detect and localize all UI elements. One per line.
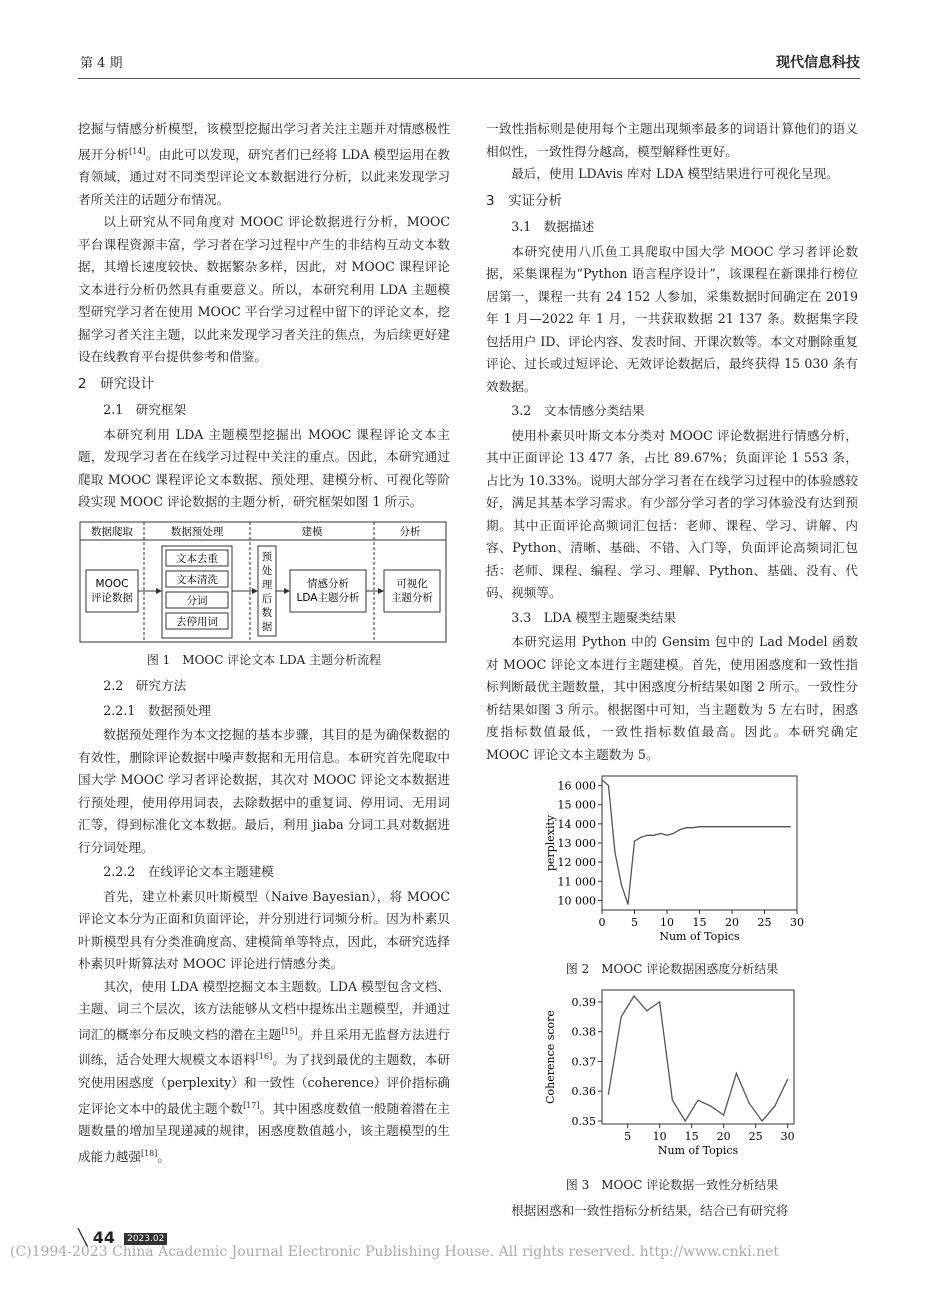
flow-viz-line1: 可视化 <box>396 577 428 590</box>
data-point <box>736 1073 737 1074</box>
subsection-heading: 3.3 LDA 模型主题聚类结果 <box>511 609 677 625</box>
x-tick-label: 30 <box>780 1130 795 1143</box>
flow-mooc-line1: MOOC <box>95 577 129 590</box>
svg-text:后: 后 <box>261 592 273 605</box>
data-point <box>757 826 758 827</box>
data-point <box>633 995 634 996</box>
data-point <box>601 779 602 780</box>
subsection-heading: 2.2 研究方法 <box>103 678 187 694</box>
svg-text:处: 处 <box>261 564 273 577</box>
y-axis-label: perplexity <box>544 814 557 872</box>
data-point <box>621 885 622 886</box>
paragraph: 根据困惑和一致性指标分析结果，结合已有研究将 <box>511 1203 789 1218</box>
header-issue: 第 4 期 <box>80 56 123 71</box>
flow-step: 文本去重 <box>176 552 218 565</box>
data-point <box>774 1106 775 1107</box>
paragraph: 本研究运用 Python 中的 Gensim 包中的 Lad Model 函数对 MOOC 评论文本进行主题建模。首先，使用困惑度和一致性指标判断最优主题数量，其中困惑度分析结果如图 2 所示。一致性分析结果如图 3 所示。根据图中可知，当主题数为 5 左右时，困惑度指标数值最低，一致性指标数值最高。因此。本研究确定 MOOC 评论文本主题数为 5。 <box>486 634 858 762</box>
subsection-heading: 3.1 数据描述 <box>511 219 595 234</box>
x-tick-label: 25 <box>748 1130 763 1143</box>
svg-text:数: 数 <box>261 606 273 619</box>
flow-mooc-line2: 评论数据 <box>91 591 133 604</box>
data-point <box>790 826 791 827</box>
data-point <box>749 1103 750 1104</box>
y-axis-label: Coherence score <box>544 1010 557 1104</box>
paragraph: 数据预处理作为本文挖掘的基本步骤，其目的是为确保数据的有效性，删除评论数据中噪声数据和无用信息。本研究首先爬取中国大学 MOOC 学习者评论数据，其次对 MOOC 评论文本数据进行预处理，使用停用词表，去除数据中的重复词、停用词、无用词汇等，得到标准化文本数据。最后，利用 jiaba 分词工具对数据进行分词处理。 <box>78 727 450 855</box>
data-point <box>710 1106 711 1107</box>
data-point <box>679 829 680 830</box>
data-point <box>692 827 693 828</box>
series-line <box>608 996 787 1121</box>
flow-viz-line2: 主题分析 <box>391 591 433 604</box>
data-point <box>627 904 628 905</box>
y-tick-label: 11 000 <box>557 875 596 889</box>
header-rule <box>78 78 860 79</box>
svg-text:预: 预 <box>261 550 273 563</box>
data-point <box>697 1100 698 1101</box>
paragraph: 以上研究从不同角度对 MOOC 评论数据进行分析，MOOC 平台课程资源丰富，学习者在学习过程中产生的非结构互动文本数据，其增长速度较快、数据繁杂多样，因此，对 MOOC 课程评论文本进行分析仍然具有重要意义。所以，本研究利用 LDA 主题模型研究学习者在使用 MOOC 平台学习过程中留下的评论文本，挖掘学习者关注主题，以此来发现学习者关注的焦点，为后续更好建设在线教育平台提供参考和借鉴。 <box>78 214 450 365</box>
subsection-heading: 2.2.2 在线评论文本主题建模 <box>103 864 274 880</box>
x-tick-label: 25 <box>757 916 772 929</box>
subsection-heading: 3.2 文本情感分类结果 <box>511 403 645 418</box>
x-tick-label: 15 <box>684 1130 699 1143</box>
flow-model-line2: LDA主题分析 <box>296 591 360 604</box>
y-tick-label: 0.36 <box>571 1085 596 1099</box>
y-tick-label: 14 000 <box>557 817 596 831</box>
section-heading: 3 实证分析 <box>486 192 563 209</box>
data-point <box>787 1079 788 1080</box>
y-tick-label: 0.38 <box>571 1025 596 1039</box>
paragraph: 最后，使用 LDAvis 库对 LDA 模型结果进行可视化呈现。 <box>511 166 839 181</box>
figure-2-caption: 图 2 MOOC 评论数据困惑度分析结果 <box>565 961 779 976</box>
data-point <box>705 826 706 827</box>
flow-step: 去停用词 <box>176 615 218 628</box>
figure-1-flowchart <box>78 520 448 645</box>
data-point <box>712 826 713 827</box>
y-tick-label: 0.39 <box>571 995 596 1009</box>
citation: [15] <box>281 1026 298 1036</box>
data-point <box>614 852 615 853</box>
data-point <box>751 826 752 827</box>
data-point <box>621 1016 622 1017</box>
data-point <box>731 826 732 827</box>
svg-text:据: 据 <box>261 620 273 633</box>
data-point <box>725 826 726 827</box>
figure-2-perplexity-chart <box>486 766 858 954</box>
journal-title: 现代信息科技 <box>776 55 860 71</box>
data-point <box>660 833 661 834</box>
perplexity-chart-svg <box>486 766 858 946</box>
citation: [17] <box>243 1100 260 1110</box>
data-point <box>761 1120 762 1121</box>
x-axis-label: Num of Topics <box>659 930 740 943</box>
flow-header-crawl: 数据爬取 <box>91 525 133 538</box>
data-point <box>608 1094 609 1095</box>
plot-area <box>602 776 797 910</box>
figure-3-caption: 图 3 MOOC 评论数据一致性分析结果 <box>565 1177 779 1192</box>
data-point <box>666 835 667 836</box>
x-tick-label: 5 <box>624 1130 632 1143</box>
left-column <box>78 118 450 1168</box>
data-point <box>718 826 719 827</box>
flow-header-analysis: 分析 <box>399 525 421 538</box>
paragraph: 其次，使用 LDA 模型挖掘文本主题数。LDA 模型包含文档、主题、词三个层次，该方法能够从文档中提炼出主题模型，并通过词汇的概率分布反映文档的潜在主题[15]。并且采用无监督方法进行训练，适合处理大规模文本语料[16]。为了找到最优的主题数，本研究使用困惑度（perplexity）和一致性（coherence）评价指标确定评论文本中的最优主题个数[17]。其中困惑度数值一般随着潜在主题数量的增加呈现递减的规律，困惑度数值越小，该主题模型的生成能力越强[18]。 <box>78 978 451 1164</box>
flow-header-preprocess: 数据预处理 <box>170 525 224 538</box>
paragraph: 使用朴素贝叶斯文本分类对 MOOC 评论数据进行情感分析，其中正面评论 13 477 条，占比 89.67%；负面评论 1 553 条，占比为 10.33%。说明大部分学习者在在线学习过程中的体验感较好，满足其基本学习需求。有少部分学习者的学习体验没有达到预期。其中正面评论高频词汇包括：老师、课程、学习、讲解、内容、Python、清晰、基础、不错、入门等，负面评论高频词汇包括：老师、课程、编程、学习、理解、Python、基础、没有、代码、视频等。 <box>486 427 858 600</box>
issue-badge: 2023.02 <box>124 1233 167 1245</box>
paragraph: 挖掘与情感分析模型，该模型挖掘出学习者关注主题并对情感极性展开分析[14]。由此可以发现，研究者们已经将 LDA 模型运用在教育领域，通过对不同类型评论文本数据进行分析，以此来发现学习者所关注的话题分布情况。 <box>78 121 451 207</box>
data-point <box>685 1120 686 1121</box>
data-point <box>672 1100 673 1101</box>
series-line <box>602 780 791 905</box>
copyright-watermark: (C)1994-2023 China Academic Journal Electronic Publishing House. All rights reserved. http://www.cnki.net <box>10 1244 780 1260</box>
figure-3-coherence-chart <box>486 984 858 1170</box>
citation: [14] <box>129 146 146 156</box>
page-arrow-icon: ╲ <box>78 1228 88 1247</box>
flow-header-model: 建模 <box>301 525 323 538</box>
citation: [18] <box>140 1148 158 1158</box>
x-tick-label: 15 <box>692 916 707 929</box>
data-point <box>646 1010 647 1011</box>
flow-step: 文本清洗 <box>176 573 218 586</box>
data-point <box>647 835 648 836</box>
y-tick-label: 0.35 <box>571 1115 596 1129</box>
x-tick-label: 10 <box>660 916 674 929</box>
paragraph: 本研究利用 LDA 主题模型挖掘出 MOOC 课程评论文本主题，发现学习者在在线学习过程中关注的重点。因此，本研究通过爬取 MOOC 课程评论文本数据、预处理、建模分析、可视化等阶段实现 MOOC 评论数据的主题分析，研究框架如图 1 所示。 <box>78 426 450 510</box>
data-point <box>770 826 771 827</box>
subsection-heading: 2.1 研究框架 <box>103 402 187 418</box>
x-axis-label: Num of Topics <box>657 1144 739 1157</box>
data-point <box>738 826 739 827</box>
data-point <box>634 840 635 841</box>
svg-text:理: 理 <box>261 578 273 591</box>
data-point <box>640 837 641 838</box>
data-point <box>673 833 674 834</box>
paragraph: 一致性指标则是使用每个主题出现频率最多的词语计算他们的语义相似性，一致性得分越高，模型解释性更好。 <box>486 121 858 159</box>
y-tick-label: 15 000 <box>557 798 596 812</box>
data-point <box>699 826 700 827</box>
figure-1-caption: 图 1 MOOC 评论文本 LDA 主题分析流程 <box>146 652 382 667</box>
y-tick-label: 13 000 <box>557 837 596 850</box>
page-number: 44 <box>92 1228 115 1247</box>
right-column <box>486 118 858 1223</box>
x-tick-label: 20 <box>716 1130 731 1143</box>
x-tick-label: 20 <box>725 916 739 929</box>
y-tick-label: 0.37 <box>571 1055 596 1069</box>
data-point <box>659 1001 660 1002</box>
x-tick-label: 0 <box>598 916 606 929</box>
y-tick-label: 12 000 <box>557 856 596 870</box>
x-tick-label: 10 <box>652 1130 667 1143</box>
flow-step: 分词 <box>186 594 208 607</box>
data-point <box>783 826 784 827</box>
data-point <box>723 1114 724 1115</box>
flow-model-line1: 情感分析 <box>307 577 349 590</box>
section-heading: 2 研究设计 <box>78 375 155 392</box>
coherence-chart-svg <box>486 984 858 1162</box>
x-tick-label: 5 <box>631 916 638 929</box>
plot-area <box>602 990 794 1124</box>
data-point <box>744 826 745 827</box>
data-point <box>608 785 609 786</box>
y-tick-label: 10 000 <box>557 894 596 908</box>
data-point <box>653 835 654 836</box>
data-point <box>764 826 765 827</box>
paragraph: 本研究使用八爪鱼工具爬取中国大学 MOOC 学习者评论数据，采集课程为“Python 语言程序设计”，该课程在新课排行榜位居第一，课程一共有 24 152 人参加，采集数据时间确定在 2019 年 1 月—2022 年 1 月，一共获取数据 21 137 条。数据集字段包括用户 ID、评论内容、发表时间、开课次数等。本文对删除重复评论、过长或过短评论、无效评论数据后，最终获得 15 030 条有效数据。 <box>486 243 858 394</box>
paragraph: 首先，建立朴素贝叶斯模型（Naive Bayesian），将 MOOC 评论文本分为正面和负面评论，并分别进行词频分析。因为朴素贝叶斯模型具有分类准确度高、建模简单等特点，因此，本研究选择朴素贝叶斯算法对 MOOC 评论进行情感分类。 <box>78 888 450 972</box>
data-point <box>777 826 778 827</box>
x-tick-label: 30 <box>790 916 804 929</box>
subsection-heading: 2.2.1 数据预处理 <box>103 702 211 718</box>
y-tick-label: 16 000 <box>557 779 596 793</box>
citation: [16] <box>255 1052 273 1062</box>
data-point <box>686 827 687 828</box>
